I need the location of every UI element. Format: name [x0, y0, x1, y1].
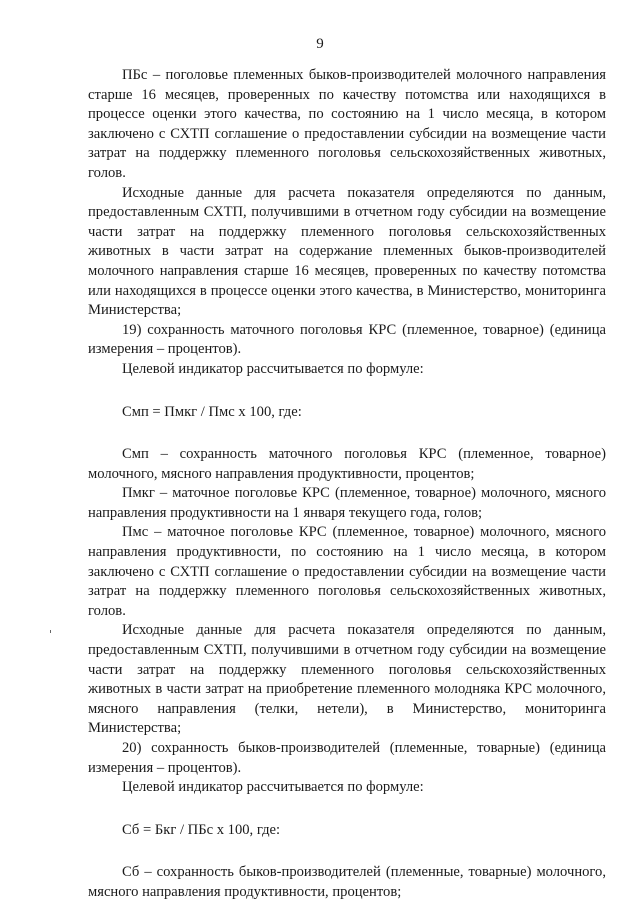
paragraph-item-20: 20) сохранность быков-производителей (племенные, товарные) (единица измерения – процентов).	[88, 740, 606, 776]
paragraph-source-data-1: Исходные данные для расчета показателя определяются по данным, предоставленным СХТП, получившими в отчетном году субсидии на возмещение части затрат на поддержку племенного поголовья сельскохозяйственных животных в части затрат на содержание племенных быков-производителей молочного направления старше 16 месяцев, проверенных по качеству потомства или находящихся в процессе оценки этого качества, в Министерство, мониторинга Министерства;	[88, 184, 606, 319]
paragraph-smp-definition: Смп – сохранность маточного поголовья КРС (племенное, товарное) молочного, мясного направления продуктивности, процентов;	[88, 446, 606, 482]
paragraph-pms-definition: Пмс – маточное поголовье КРС (племенное, товарное) молочного, мясного направления продуктивности, по состоянию на 1 число месяца, в котором заключено с СХТП соглашение о предоставлении субсидии на возмещение части затрат на поддержку племенного поголовья сельскохозяйственных животных, голов.	[88, 524, 606, 619]
paragraph-source-data-2: Исходные данные для расчета показателя определяются по данным, предоставленным СХТП, получившими в отчетном году субсидии на возмещение части затрат на поддержку племенного поголовья сельскохозяйственных животных в части затрат на приобретение племенного молодняка КРС молочного, мясного направления (телки, нетели), в Министерство, мониторинга Министерства;	[88, 622, 606, 737]
page-number: 9	[316, 36, 324, 52]
paragraph-item-19: 19) сохранность маточного поголовья КРС (племенное, товарное) (единица измерения – процентов).	[88, 321, 606, 358]
paragraph-sb-definition: Сб – сохранность быков-производителей (племенные, товарные) молочного, мясного направления продуктивности, процентов;	[88, 864, 606, 900]
paragraph-pbs-definition: ПБс – поголовье племенных быков-производителей молочного направления старше 16 месяцев, проверенных по качеству потомства или находящихся в процессе оценки этого качества, по состоянию на 1 число месяца, в котором заключено с СХТП соглашение о предоставлении субсидии на возмещение части затрат на поддержку племенного поголовья сельскохозяйственных животных, голов.	[88, 67, 606, 181]
formula-sb: Сб = Бкг / ПБс х 100, где:	[122, 821, 281, 838]
paragraph-formula-intro-1: Целевой индикатор рассчитывается по формуле:	[122, 360, 424, 377]
formula-smp: Смп = Пмкг / Пмс х 100, где:	[122, 403, 302, 420]
paragraph-formula-intro-2: Целевой индикатор рассчитывается по формуле:	[122, 779, 424, 796]
document-body	[88, 66, 606, 903]
paragraph-pmkg-definition: Пмкг – маточное поголовье КРС (племенное, товарное) молочного, мясного направления продуктивности на 1 января текущего года, голов;	[88, 485, 606, 521]
margin-mark	[50, 630, 51, 633]
